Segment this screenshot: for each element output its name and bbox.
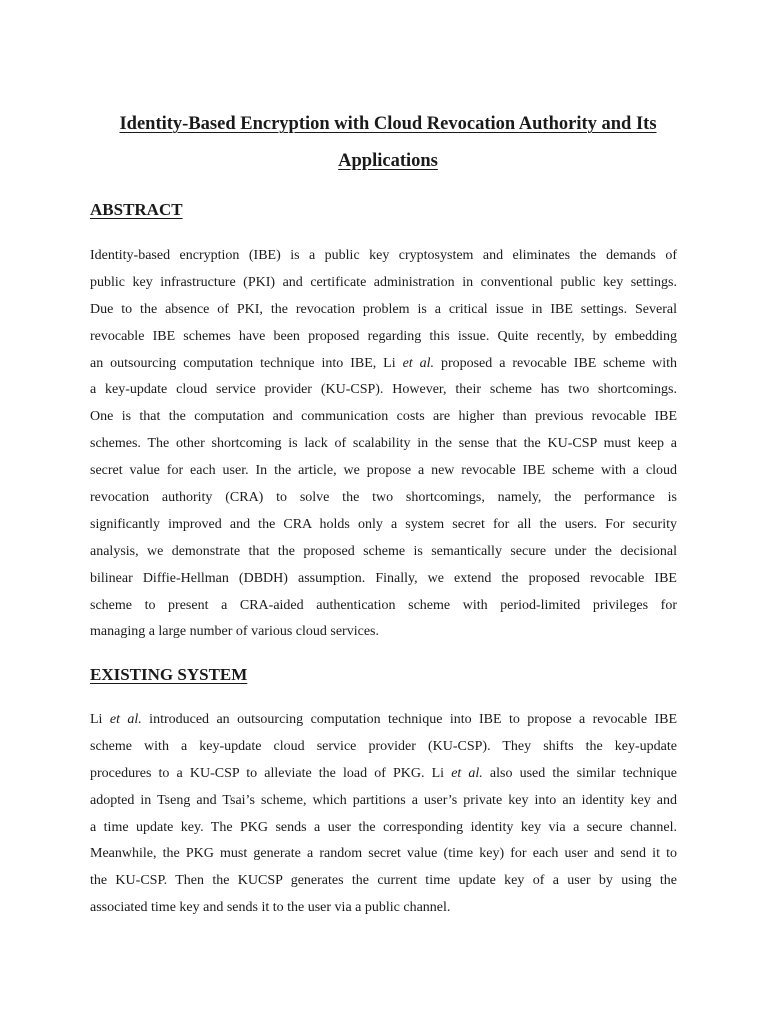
abstract-heading: ABSTRACT bbox=[90, 200, 183, 219]
text-segment: proposed a revocable IBE scheme with bbox=[434, 355, 677, 371]
existing-text-line: Meanwhile, the PKG must generate a random secret value (time key) for each user and send it to bbox=[90, 846, 677, 862]
existing-system-heading: EXISTING SYSTEM bbox=[90, 665, 248, 684]
abstract-text-line: One is that the computation and communication costs are higher than previous revocable IBE bbox=[90, 409, 677, 425]
existing-text-line: scheme with a key-update cloud service provider (KU-CSP). They shifts the key-update bbox=[90, 738, 677, 754]
existing-text-line: a time update key. The PKG sends a user the corresponding identity key via a secure channel. bbox=[90, 819, 677, 835]
abstract-paragraph bbox=[90, 243, 677, 646]
abstract-text-line: Due to the absence of PKI, the revocation problem is a critical issue in IBE settings. Several bbox=[90, 301, 677, 317]
italic-text: et al. bbox=[451, 765, 483, 781]
existing-text-line: associated time key and sends it to the user via a public channel. bbox=[90, 900, 451, 916]
text-segment: introduced an outsourcing computation technique into IBE to propose a revocable IBE bbox=[141, 712, 677, 727]
title-line-1: Identity-Based Encryption with Cloud Revocation Authority and Its bbox=[119, 114, 657, 134]
abstract-text-line bbox=[90, 351, 677, 378]
existing-text-line: the KU-CSP. Then the KUCSP generates the current time update key of a user by using the bbox=[90, 873, 677, 889]
italic-text: et al. bbox=[402, 355, 434, 371]
text-segment: also used the similar technique bbox=[482, 765, 677, 781]
abstract-text-line: secret value for each user. In the article, we propose a new revocable IBE scheme with a cloud bbox=[90, 463, 677, 479]
abstract-text-line: Identity-based encryption (IBE) is a public key cryptosystem and eliminates the demands of bbox=[90, 248, 677, 263]
abstract-text-line: managing a large number of various cloud services. bbox=[90, 624, 379, 640]
paper-title bbox=[80, 106, 696, 180]
italic-text: et al. bbox=[109, 712, 142, 727]
existing-text-line bbox=[90, 761, 677, 788]
abstract-text-line: bilinear Diffie-Hellman (DBDH) assumption. Finally, we extend the proposed revocable IBE bbox=[90, 570, 677, 586]
existing-text-line bbox=[90, 707, 677, 734]
abstract-text-line: schemes. The other shortcoming is lack of scalability in the sense that the KU-CSP must keep a bbox=[90, 436, 677, 452]
abstract-text-line: public key infrastructure (PKI) and certificate administration in conventional public key settings. bbox=[90, 274, 677, 290]
text-segment: Li bbox=[90, 712, 110, 727]
existing-text-line: adopted in Tseng and Tsai’s scheme, which partitions a user’s private key into an identity key and bbox=[90, 792, 677, 808]
abstract-text-line: significantly improved and the CRA holds only a system secret for all the users. For security bbox=[90, 516, 677, 532]
abstract-text-line: analysis, we demonstrate that the proposed scheme is semantically secure under the decisional bbox=[90, 543, 677, 559]
abstract-text-line: scheme to present a CRA-aided authentication scheme with period-limited privileges for bbox=[90, 597, 677, 613]
abstract-text-line: a key-update cloud service provider (KU-CSP). However, their scheme has two shortcomings. bbox=[90, 382, 677, 398]
text-segment: an outsourcing computation technique into IBE, Li bbox=[90, 355, 403, 371]
abstract-text-line: revocation authority (CRA) to solve the two shortcomings, namely, the performance is bbox=[90, 490, 677, 506]
text-segment: procedures to a KU-CSP to alleviate the load of PKG. Li bbox=[90, 765, 452, 781]
existing-system-paragraph bbox=[90, 707, 677, 922]
abstract-text-line: revocable IBE schemes have been proposed regarding this issue. Quite recently, by embedding bbox=[90, 328, 677, 344]
title-line-2: Applications bbox=[338, 151, 438, 171]
